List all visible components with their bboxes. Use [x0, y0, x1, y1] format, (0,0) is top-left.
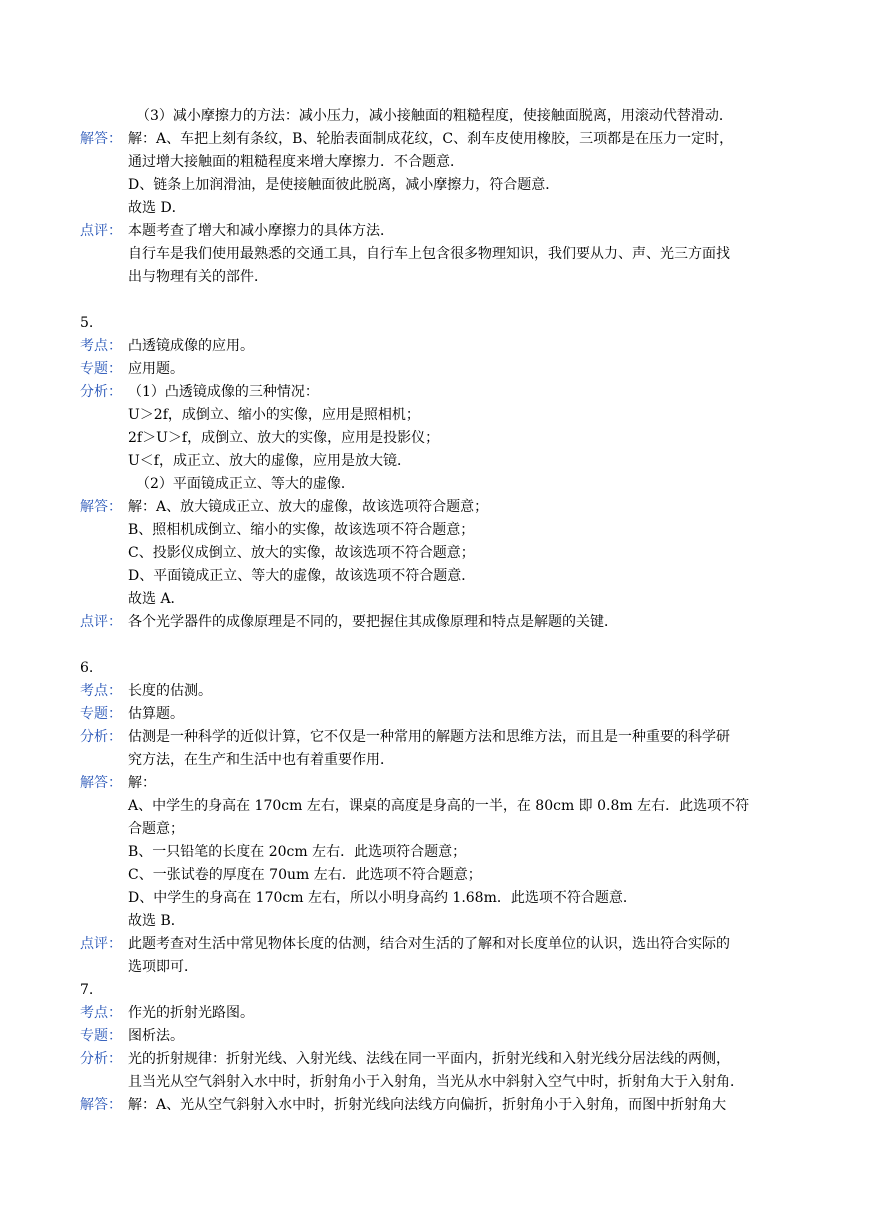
analysis-label: 分析：: [80, 1051, 122, 1067]
comment-line: 此题考查对生活中常见物体长度的估测，结合对生活的了解和对长度单位的认识，选出符合实际的: [128, 936, 730, 952]
analysis-label: 分析：: [80, 384, 122, 400]
solution-line: 故选 A．: [128, 591, 185, 607]
solution-line: 通过增大接触面的粗糙程度来增大摩擦力．不合题意．: [128, 154, 464, 170]
question-number: 6.: [80, 660, 94, 676]
analysis-line: 光的折射规律：折射光线、入射光线、法线在同一平面内，折射光线和入射光线分居法线的两侧，: [128, 1051, 730, 1067]
analysis-line: U＞2f，成倒立、缩小的实像，应用是照相机；: [128, 407, 420, 423]
solution-line: 合题意；: [128, 821, 184, 837]
solution-label: 解答：: [80, 775, 122, 791]
solution-label: 解答：: [80, 131, 122, 147]
solution-line: B、一只铅笔的长度在 20cm 左右．此选项符合题意；: [128, 844, 467, 860]
zhuanti-text: 应用题。: [128, 361, 184, 377]
comment-label: 点评：: [80, 614, 122, 630]
solution-line: A、中学生的身高在 170cm 左右，课桌的高度是身高的一半，在 80cm 即 0.8m 左右．此选项不符: [128, 798, 750, 814]
solution-line: D、链条上加润滑油，是使接触面彼此脱离，减小摩擦力，符合题意．: [128, 177, 560, 193]
zhuanti-label: 专题：: [80, 361, 122, 377]
solution-line: 解：A、车把上刻有条纹，B、轮胎表面制成花纹，C、刹车皮使用橡胶，三项都是在压力一定时，: [128, 131, 734, 147]
zhuanti-text: 估算题。: [128, 706, 184, 722]
analysis-line: 且当光从空气斜射入水中时，折射角小于入射角，当光从水中斜射入空气中时，折射角大于入射角．: [128, 1074, 744, 1090]
comment-line: 选项即可．: [128, 959, 198, 975]
analysis-line: （2）平面镜成正立、等大的虚像．: [136, 476, 355, 492]
solution-line: 故选 B．: [128, 913, 185, 929]
kaodian-label: 考点：: [80, 683, 122, 699]
analysis-line: 2f＞U＞f，成倒立、放大的实像，应用是投影仪；: [128, 430, 440, 446]
kaodian-text: 作光的折射光路图。: [128, 1005, 254, 1021]
comment-label: 点评：: [80, 223, 122, 239]
solution-line: 故选 D．: [128, 200, 186, 216]
solution-line: 解：: [128, 775, 156, 791]
comment-line: 各个光学器件的成像原理是不同的，要把握住其成像原理和特点是解题的关键．: [128, 614, 618, 630]
solution-line: C、投影仪成倒立、放大的实像，故该选项不符合题意；: [128, 545, 475, 561]
analysis-line: U＜f，成正立、放大的虚像，应用是放大镜．: [128, 453, 411, 469]
comment-line: 本题考查了增大和减小摩擦力的具体方法．: [128, 223, 394, 239]
solution-line: 解：A、放大镜成正立、放大的虚像，故该选项符合题意；: [128, 499, 489, 515]
solution-label: 解答：: [80, 499, 122, 515]
comment-label: 点评：: [80, 936, 122, 952]
analysis-line: （1）凸透镜成像的三种情况：: [128, 384, 319, 400]
solution-line: C、一张试卷的厚度在 70um 左右．此选项不符合题意；: [128, 867, 482, 883]
analysis-line: （3）减小摩擦力的方法：减小压力，减小接触面的粗糙程度，使接触面脱离，用滚动代替滑动．: [136, 108, 733, 124]
analysis-line: 究方法，在生产和生活中也有着重要作用．: [128, 752, 394, 768]
solution-line: D、平面镜成正立、等大的虚像，故该选项不符合题意．: [128, 568, 476, 584]
zhuanti-label: 专题：: [80, 1028, 122, 1044]
kaodian-text: 长度的估测。: [128, 683, 212, 699]
kaodian-label: 考点：: [80, 338, 122, 354]
solution-label: 解答：: [80, 1097, 122, 1113]
kaodian-text: 凸透镜成像的应用。: [128, 338, 254, 354]
comment-line: 自行车是我们使用最熟悉的交通工具，自行车上包含很多物理知识，我们要从力、声、光三方面找: [128, 246, 730, 262]
solution-line: D、中学生的身高在 170cm 左右，所以小明身高约 1.68m．此选项不符合题意．: [128, 890, 637, 906]
question-number: 5.: [80, 315, 94, 331]
analysis-line: 估测是一种科学的近似计算，它不仅是一种常用的解题方法和思维方法，而且是一种重要的科学研: [128, 729, 730, 745]
question-number: 7.: [80, 982, 94, 998]
solution-line: 解：A、光从空气斜射入水中时，折射光线向法线方向偏折，折射角小于入射角，而图中折射角大: [128, 1097, 727, 1113]
zhuanti-label: 专题：: [80, 706, 122, 722]
kaodian-label: 考点：: [80, 1005, 122, 1021]
analysis-label: 分析：: [80, 729, 122, 745]
zhuanti-text: 图析法。: [128, 1028, 184, 1044]
solution-line: B、照相机成倒立、缩小的实像，故该选项不符合题意；: [128, 522, 475, 538]
comment-line: 出与物理有关的部件．: [128, 269, 268, 285]
